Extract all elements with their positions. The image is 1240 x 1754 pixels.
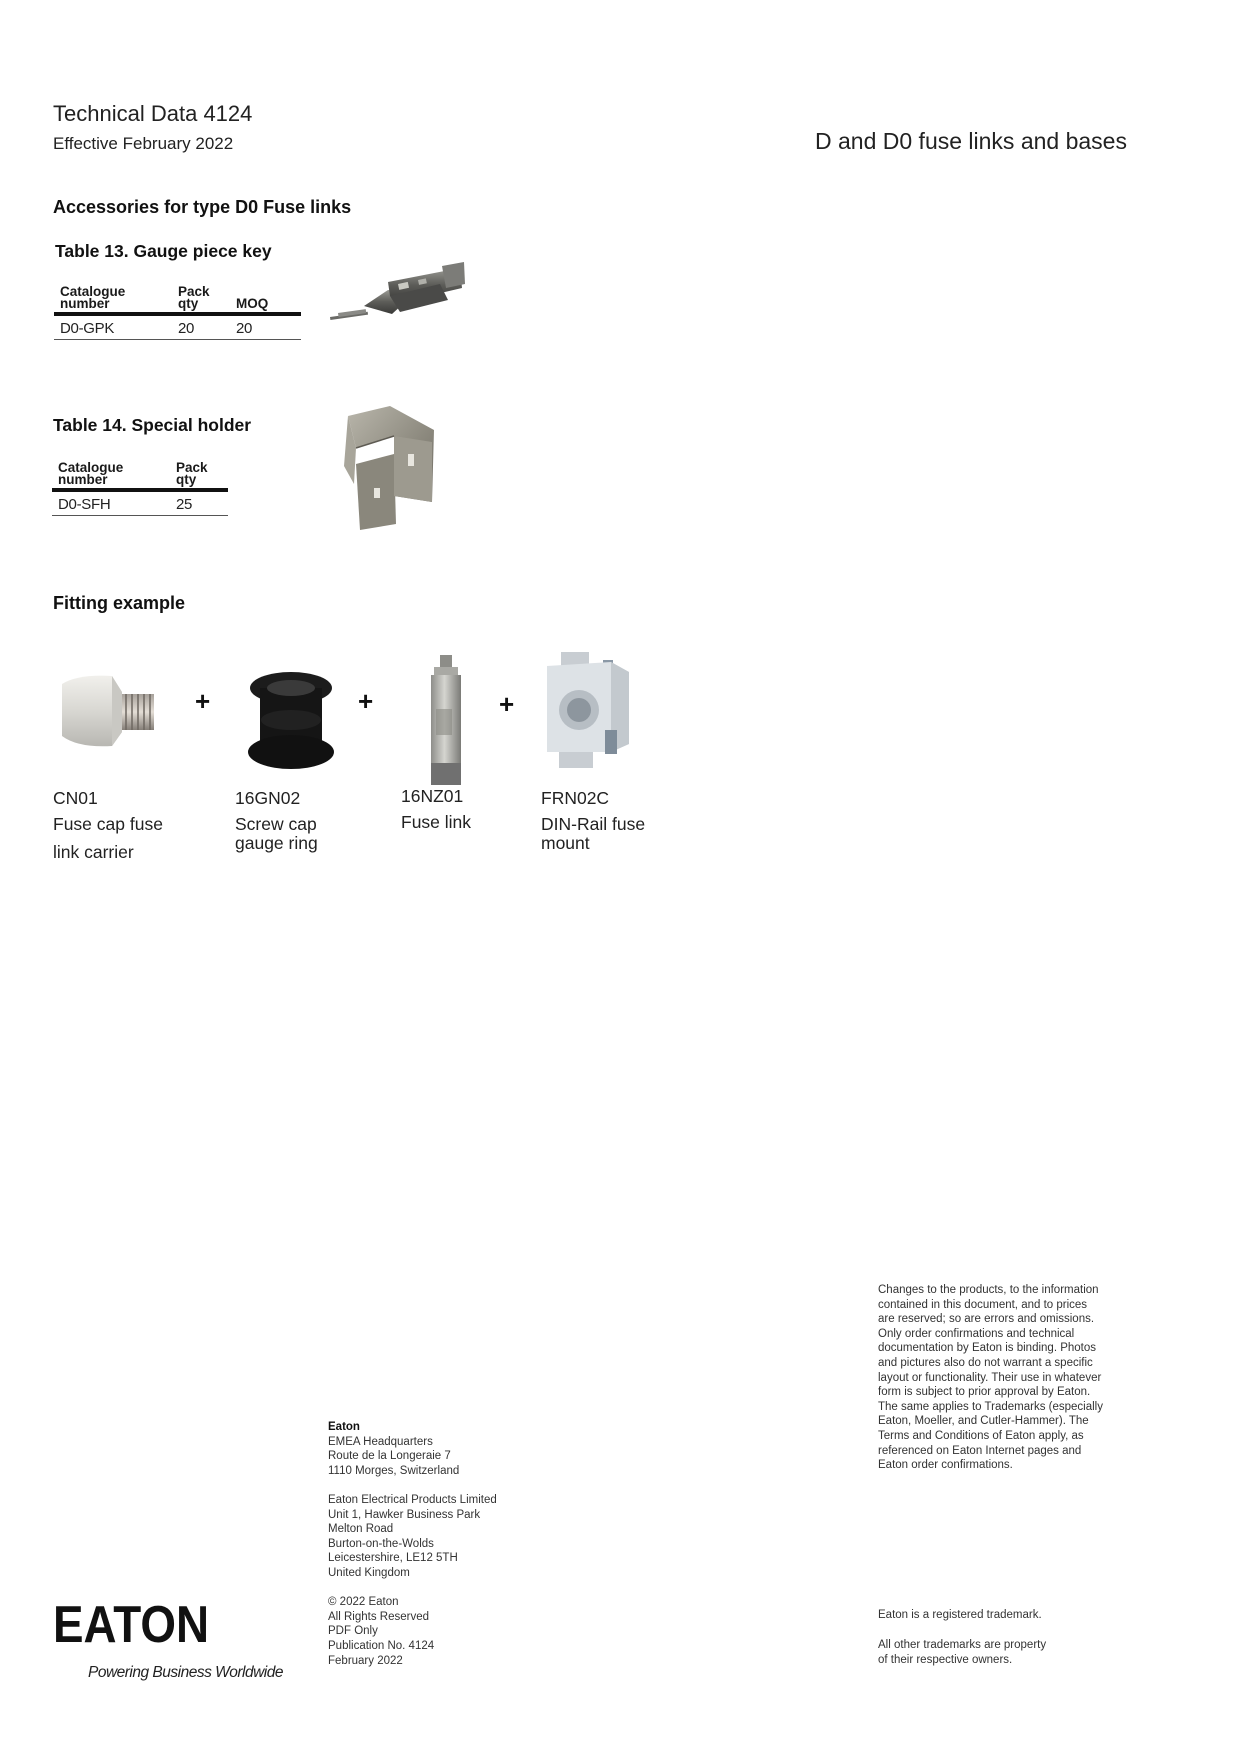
uk-address (328, 1493, 568, 1581)
special-holder-image (338, 406, 438, 530)
document-title (53, 101, 252, 127)
table13-header-moq: MOQ (230, 286, 301, 314)
table13-cell-pack: 20 (172, 314, 230, 340)
table14 (52, 462, 228, 516)
disclaimer-line: Changes to the products, to the information (878, 1284, 1099, 1296)
disclaimer-line: Eaton order confirmations. (878, 1459, 1013, 1472)
table13-header-pack: Pack qty (172, 286, 230, 314)
company-address (328, 1420, 568, 1668)
fitting-item-desc: Fuse link (401, 812, 472, 832)
disclaimer-line: documentation by Eaton is binding. Photos (878, 1342, 1097, 1355)
disclaimer-line: contained in this document, and to prices (878, 1298, 1088, 1311)
trademark-note: Eaton is a registered trademark. (878, 1609, 1042, 1621)
eaton-logo (53, 1596, 209, 1654)
disclaimer-text (878, 1283, 1138, 1473)
hq-address-line: Route de la Longeraie 7 (328, 1450, 451, 1463)
uk-address-line: Leicestershire, LE12 5TH (328, 1552, 458, 1565)
other-trademarks-line: of their respective owners. (878, 1653, 1013, 1666)
disclaimer-line: Terms and Conditions of Eaton apply, as (878, 1429, 1084, 1442)
fitting-item-desc: Screw cap gauge ring (235, 814, 318, 853)
gauge-ring-image (246, 670, 336, 770)
fitting-item-desc: Fuse cap fuse link carrier (53, 814, 163, 862)
fuse-link-image (428, 655, 464, 785)
plus-sign-1: + (195, 686, 211, 716)
table14-cell-pack: 25 (170, 490, 228, 516)
uk-address-line: Burton-on-the-Wolds (328, 1537, 434, 1550)
title-number: 4124 (203, 101, 253, 126)
hq-address-line: 1110 Morges, Switzerland (328, 1464, 460, 1477)
fitting-item-code: CN01 (53, 788, 98, 808)
disclaimer-line: layout or functionality. Their use in whatever (878, 1371, 1102, 1384)
copyright-line: February 2022 (328, 1654, 403, 1667)
disclaimer-line: are reserved; so are errors and omissions. (878, 1313, 1095, 1326)
table13-header-catalogue: Catalogue number (54, 286, 172, 314)
fitting-heading: Fitting example (53, 593, 186, 613)
fitting-item-code: 16NZ01 (401, 786, 464, 806)
title-prefix: Technical Data (53, 101, 198, 126)
table13-cell-moq: 20 (230, 314, 301, 340)
hq-address-line: EMEA Headquarters (328, 1435, 433, 1448)
table13-caption: Table 13. Gauge piece key (55, 241, 272, 261)
table14-header-catalogue: Catalogue number (52, 462, 170, 490)
copyright-line: © 2022 Eaton (328, 1596, 399, 1609)
gauge-piece-key-image (330, 262, 465, 336)
plus-sign-2: + (358, 686, 374, 716)
fuse-cap-image (58, 670, 158, 750)
effective-date: Effective February 2022 (53, 134, 234, 153)
logo-tagline: Powering Business Worldwide (88, 1664, 283, 1681)
disclaimer-line: form is subject to prior approval by Eaton. (878, 1386, 1091, 1399)
logo-wordmark: EATON (53, 1596, 209, 1654)
fitting-item-code: FRN02C (541, 788, 610, 808)
table-row (52, 490, 228, 516)
table14-header-pack: Pack qty (170, 462, 228, 490)
disclaimer-line: The same applies to Trademarks (especially (878, 1400, 1103, 1413)
other-trademarks-line: All other trademarks are property (878, 1639, 1047, 1651)
hq-address (328, 1435, 568, 1479)
uk-address-line: United Kingdom (328, 1566, 410, 1579)
company-name: Eaton (328, 1421, 360, 1433)
disclaimer-line: Only order confirmations and technical (878, 1327, 1075, 1340)
accessories-heading: Accessories for type D0 Fuse links (53, 197, 352, 217)
copyright-line: All Rights Reserved (328, 1610, 429, 1623)
fitting-item-desc: DIN-Rail fuse mount (541, 814, 646, 853)
disclaimer-line: Eaton, Moeller, and Cutler-Hammer). The (878, 1415, 1089, 1428)
table13 (54, 286, 301, 340)
table-row (54, 314, 301, 340)
copyright-line: PDF Only (328, 1625, 378, 1638)
fitting-item-code: 16GN02 (235, 788, 301, 808)
table14-caption: Table 14. Special holder (53, 415, 252, 435)
copyright-info (328, 1595, 568, 1668)
product-title: D and D0 fuse links and bases (815, 128, 1127, 154)
table14-cell-catalogue: D0-SFH (52, 490, 170, 516)
table13-cell-catalogue: D0-GPK (54, 314, 172, 340)
din-rail-mount-image (539, 652, 635, 770)
disclaimer-line: and pictures also do not warrant a specific (878, 1356, 1093, 1369)
plus-sign-3: + (499, 689, 515, 719)
uk-address-line: Unit 1, Hawker Business Park (328, 1508, 481, 1521)
uk-address-line: Melton Road (328, 1523, 394, 1536)
other-trademarks-note (878, 1638, 1138, 1667)
uk-address-line: Eaton Electrical Products Limited (328, 1493, 497, 1506)
copyright-line: Publication No. 4124 (328, 1639, 435, 1652)
disclaimer-line: referenced on Eaton Internet pages and (878, 1444, 1082, 1457)
